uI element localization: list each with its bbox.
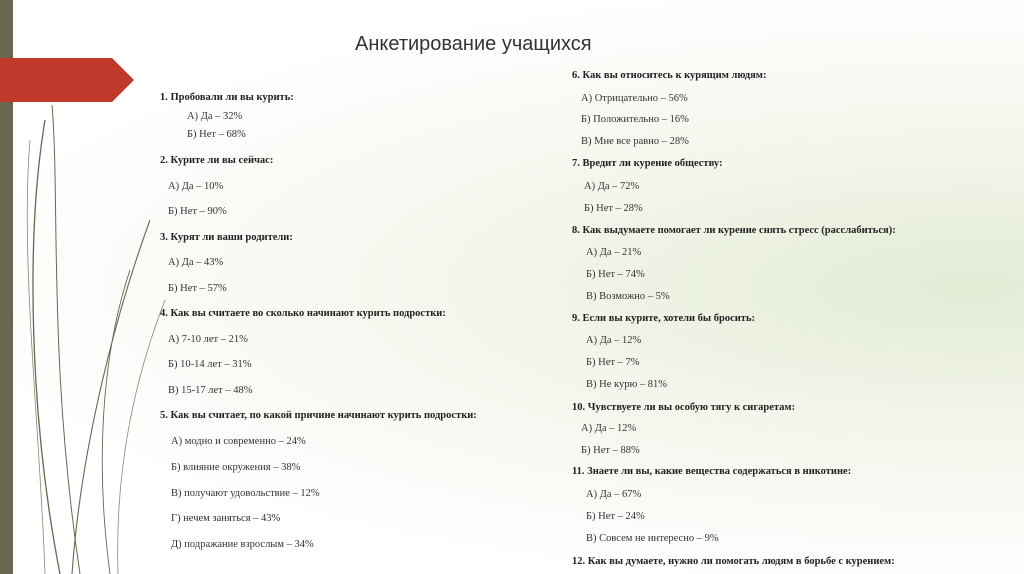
answer-8b: Б) Нет – 74% [586,269,645,280]
answer-5a: А) модно и современно – 24% [171,436,306,447]
answer-11c: В) Совсем не интересно – 9% [586,533,719,544]
question-12: 12. Как вы думаете, нужно ли помогать людям в борьбе с курением: [572,556,895,567]
answer-10b: Б) Нет – 88% [581,445,640,456]
answer-11a: А) Да – 67% [586,489,642,500]
question-1: 1. Пробовали ли вы курить: [160,92,294,103]
answer-7a: А) Да – 72% [584,181,640,192]
question-5: 5. Как вы считает, по какой причине начинают курить подростки: [160,410,477,421]
answer-1b: Б) Нет – 68% [187,129,246,140]
answer-2b: Б) Нет – 90% [168,206,227,217]
answer-9b: Б) Нет – 7% [586,357,640,368]
slide-title: Анкетирование учащихся [355,33,592,55]
answer-11b: Б) Нет – 24% [586,511,645,522]
answer-5d: Г) нечем заняться – 43% [171,513,281,524]
answer-6b: Б) Положительно – 16% [581,114,689,125]
answer-3b: Б) Нет – 57% [168,283,227,294]
answer-6c: В) Мне все равно – 28% [581,136,689,147]
answer-10a: А) Да – 12% [581,423,637,434]
question-2: 2. Курите ли вы сейчас: [160,155,274,166]
question-4: 4. Как вы считаете во сколько начинают курить подростки: [160,308,446,319]
question-6: 6. Как вы относитесь к курящим людям: [572,70,767,81]
answer-1a: А) Да – 32% [187,111,243,122]
answer-3a: А) Да – 43% [168,257,224,268]
question-10: 10. Чувствуете ли вы особую тягу к сигаретам: [572,402,796,413]
answer-7b: Б) Нет – 28% [584,203,643,214]
answer-4c: В) 15-17 лет – 48% [168,385,253,396]
answer-9a: А) Да – 12% [586,335,642,346]
answer-5b: Б) влияние окружения – 38% [171,462,301,473]
question-8: 8. Как выдумаете помогает ли курение снять стресс (расслабиться): [572,225,896,236]
red-arrow-shape [0,58,135,102]
answer-9c: В) Не курю – 81% [586,379,668,390]
answer-2a: А) Да – 10% [168,181,224,192]
answer-4a: А) 7-10 лет – 21% [168,334,248,345]
question-9: 9. Если вы курите, хотели бы бросить: [572,313,756,324]
question-11: 11. Знаете ли вы, какие вещества содержаться в никотине: [572,466,852,477]
answer-8c: В) Возможно – 5% [586,291,670,302]
answer-5c: В) получают удовольствие – 12% [171,488,320,499]
answer-4b: Б) 10-14 лет – 31% [168,359,252,370]
answer-5e: Д) подражание взрослым – 34% [171,539,314,550]
answer-6a: А) Отрицательно – 56% [581,93,688,104]
question-7: 7. Вредит ли курение обществу: [572,158,723,169]
question-3: 3. Курят ли ваши родители: [160,232,293,243]
answer-8a: А) Да – 21% [586,247,642,258]
